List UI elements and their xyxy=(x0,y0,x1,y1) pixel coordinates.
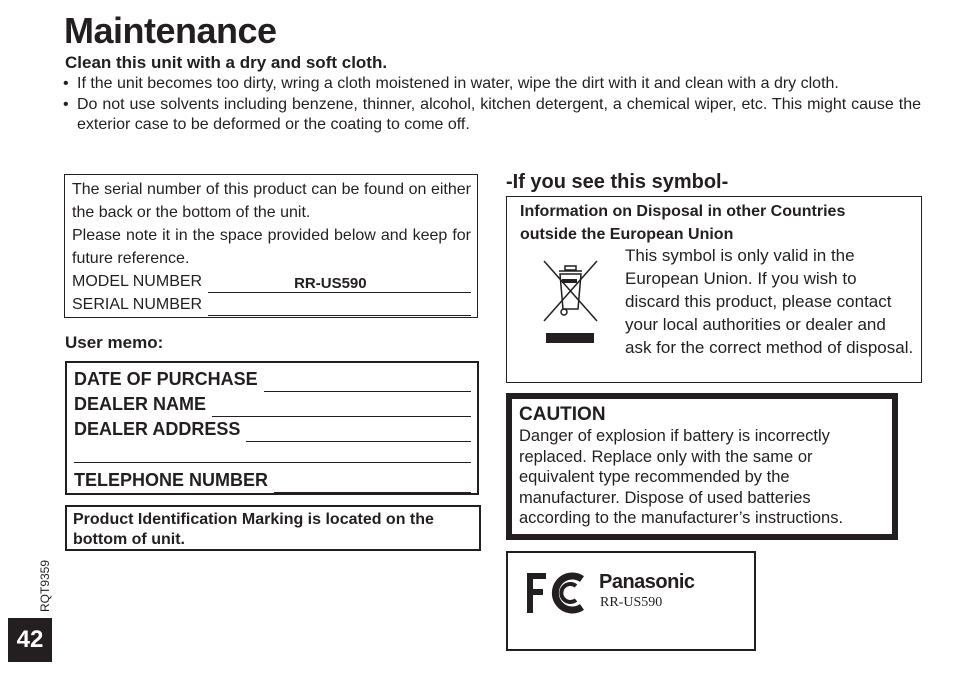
maintenance-bullets xyxy=(63,74,921,136)
bullet-item: • If the unit becomes too dirty, wring a cloth moistened in water, wipe the dirt with it and clean with a dry cloth. xyxy=(63,74,921,95)
serial-info-text: The serial number of this product can be found on either the back or the bottom of the unit. xyxy=(72,181,471,221)
date-of-purchase-row xyxy=(74,367,471,392)
symbol-heading: -If you see this symbol- xyxy=(506,171,729,193)
caution-title: CAUTION xyxy=(519,404,606,425)
dealer-name-row xyxy=(74,392,471,417)
eu-disposal-box xyxy=(506,196,922,383)
serial-note-text: Please note it in the space provided below and keep for future reference. xyxy=(72,227,471,267)
fcc-label-box xyxy=(506,551,756,651)
dealer-name-field xyxy=(212,402,471,417)
serial-number-label: SERIAL NUMBER xyxy=(72,296,203,313)
user-memo-box xyxy=(65,361,479,495)
bullet-item: • Do not use solvents including benzene, thinner, alcohol, kitchen detergent, a chemical wiper, etc. This might cause the exterior case to be deformed or the coating to come off. xyxy=(63,95,921,136)
product-id-note: Product Identification Marking is located on the bottom of unit. xyxy=(65,505,481,551)
fcc-model-number: RR-US590 xyxy=(600,595,663,610)
clean-heading: Clean this unit with a dry and soft cloth. xyxy=(65,53,388,72)
date-of-purchase-label: DATE OF PURCHASE xyxy=(74,369,258,389)
dealer-address-row xyxy=(74,417,471,442)
caution-text: Danger of explosion if battery is incorrectly replaced. Replace only with the same or equivalent type recommended by the manufacturer. Dispose of used batteries according to the manufacturer’s instructions. xyxy=(519,427,844,527)
fcc-logo-icon xyxy=(526,569,588,617)
crossed-out-wheelie-bin-icon xyxy=(541,259,599,345)
page-title: Maintenance xyxy=(64,10,277,51)
caution-box xyxy=(506,393,898,540)
model-number-row xyxy=(72,270,471,293)
model-number-field xyxy=(208,277,471,293)
telephone-number-field xyxy=(274,478,471,493)
serial-number-field xyxy=(208,300,471,316)
model-number-label: MODEL NUMBER xyxy=(72,273,203,290)
eu-title-line-2: outside the European Union xyxy=(520,226,734,243)
document-code: RQT9359 xyxy=(38,559,52,612)
model-number-value: RR-US590 xyxy=(294,275,367,292)
dealer-address-label: DEALER ADDRESS xyxy=(74,419,241,439)
dealer-address-field-2 xyxy=(74,442,471,463)
serial-number-row xyxy=(72,293,471,316)
page-number: 42 xyxy=(8,618,52,662)
panasonic-brand: Panasonic xyxy=(599,571,695,593)
serial-number-box xyxy=(64,174,478,318)
eu-disposal-text: This symbol is only valid in the European Union. If you wish to discard this product, please contact your local authorities or dealer and ask for the correct method of disposal. xyxy=(625,246,914,357)
eu-title-line-1: Information on Disposal in other Countries xyxy=(520,203,846,220)
dealer-name-label: DEALER NAME xyxy=(74,394,207,414)
user-memo-heading: User memo: xyxy=(65,333,164,352)
date-of-purchase-field xyxy=(264,377,471,392)
eu-disposal-title xyxy=(520,200,908,246)
telephone-number-row xyxy=(74,468,471,493)
dealer-address-field xyxy=(246,427,471,442)
telephone-number-label: TELEPHONE NUMBER xyxy=(74,470,269,490)
